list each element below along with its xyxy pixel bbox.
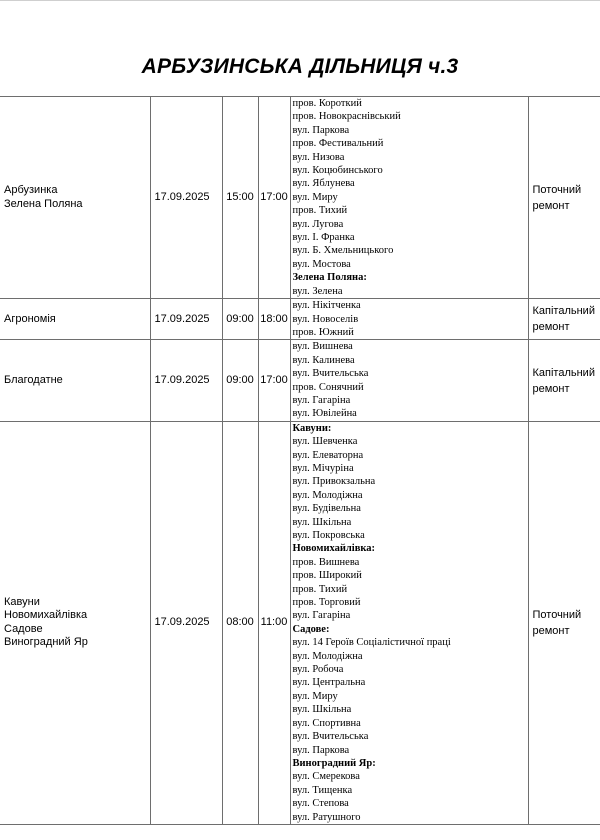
start-time-cell: 09:00 <box>222 340 258 421</box>
street-name: вул. Вчительська <box>292 731 369 743</box>
work-type-label: Поточний <box>532 183 582 196</box>
locality-name: Садове <box>4 622 43 635</box>
work-type-cell <box>528 299 600 340</box>
street-name: вул. Яблунева <box>292 178 355 190</box>
work-type-label: Капітальний <box>532 366 595 379</box>
street-name: вул. Нікітченка <box>292 300 361 312</box>
street-name: вул. Новоселів <box>292 313 359 325</box>
street-name: вул. Шкільна <box>292 704 352 716</box>
locality-name: Новомихайлівка <box>4 609 88 622</box>
street-name: вул. Робоча <box>292 664 344 676</box>
street-name: пров. Южний <box>292 326 354 338</box>
end-time-cell: 18:00 <box>258 299 290 340</box>
work-type-label: ремонт <box>532 624 570 637</box>
streets-cell <box>290 421 528 824</box>
street-name: вул. Молодіжна <box>292 489 363 501</box>
table-row <box>0 97 600 299</box>
street-name: вул. Паркова <box>292 124 350 136</box>
street-name: вул. Будівельна <box>292 503 361 515</box>
table-row <box>0 299 600 340</box>
work-type-label: Капітальний <box>532 305 595 318</box>
work-type-label: Поточний <box>532 608 582 621</box>
street-name: вул. Ювілейна <box>292 408 357 420</box>
street-name: вул. Молодіжна <box>292 650 363 662</box>
settlement-header: Кавуни: <box>292 422 332 434</box>
street-name: вул. Гагаріна <box>292 610 351 622</box>
street-name: вул. Б. Хмельницького <box>292 245 394 257</box>
street-name: вул. Мічуріна <box>292 462 354 474</box>
date-cell: 17.09.2025 <box>150 340 222 421</box>
street-name: вул. 14 Героїв Соціалістичної праці <box>292 637 451 649</box>
outage-schedule-table <box>0 96 600 825</box>
street-name: пров. Фестивальний <box>292 138 384 150</box>
street-name: вул. Шкільна <box>292 516 352 528</box>
street-name: пров. Торговий <box>292 597 361 609</box>
settlement-header: Новомихайлівка: <box>292 543 376 555</box>
work-type-label: ремонт <box>532 199 570 212</box>
work-type-label: ремонт <box>532 321 570 334</box>
street-name: пров. Широкий <box>292 570 362 582</box>
end-time-cell: 17:00 <box>258 97 290 299</box>
street-name: вул. Калинева <box>292 354 355 366</box>
work-type-cell <box>528 97 600 299</box>
locality-name: Зелена Поляна <box>4 197 83 210</box>
street-name: вул. Мостова <box>292 258 351 270</box>
street-name: вул. Миру <box>292 191 338 203</box>
street-name: вул. Смерекова <box>292 771 360 783</box>
street-name: вул. Ратушного <box>292 811 361 823</box>
document-title: АРБУЗИНСЬКА ДІЛЬНИЦЯ ч.3 <box>141 55 459 78</box>
street-name: вул. Миру <box>292 690 338 702</box>
work-type-label: ремонт <box>532 382 570 395</box>
work-type-cell <box>528 421 600 824</box>
end-time-cell: 17:00 <box>258 340 290 421</box>
street-name: вул. І. Франка <box>292 232 355 244</box>
settlement-header: Зелена Поляна: <box>292 272 367 284</box>
locality-cell <box>0 97 150 299</box>
street-name: пров. Короткий <box>292 98 362 109</box>
end-time-cell: 11:00 <box>258 421 290 824</box>
streets-cell <box>290 97 528 299</box>
settlement-header: Виноградний Яр: <box>292 757 376 769</box>
locality-cell <box>0 299 150 340</box>
street-name: пров. Новокраснівський <box>292 111 401 123</box>
locality-cell <box>0 421 150 824</box>
street-name: вул. Спортивна <box>292 717 361 729</box>
start-time-cell: 09:00 <box>222 299 258 340</box>
start-time-cell: 08:00 <box>222 421 258 824</box>
street-name: вул. Покровська <box>292 530 365 541</box>
street-name: вул. Зелена <box>292 285 343 297</box>
locality-cell <box>0 340 150 421</box>
locality-name: Виноградний Яр <box>4 636 88 649</box>
street-name: вул. Шевченка <box>292 436 358 448</box>
locality-name: Благодатне <box>4 373 63 386</box>
street-name: вул. Елеваторна <box>292 449 364 461</box>
street-name: вул. Тищенка <box>292 784 353 796</box>
streets-cell <box>290 340 528 421</box>
work-type-cell <box>528 340 600 421</box>
date-cell: 17.09.2025 <box>150 97 222 299</box>
street-name: вул. Лугова <box>292 218 344 230</box>
streets-cell <box>290 299 528 340</box>
locality-name: Агрономія <box>4 312 56 325</box>
locality-name: Кавуни <box>4 596 40 609</box>
locality-name: Арбузинка <box>4 184 58 197</box>
street-name: вул. Степова <box>292 798 349 810</box>
street-name: пров. Вишнева <box>292 556 360 568</box>
table-row <box>0 421 600 824</box>
street-name: вул. Привокзальна <box>292 476 376 488</box>
date-cell: 17.09.2025 <box>150 299 222 340</box>
street-name: вул. Паркова <box>292 744 350 756</box>
street-name: пров. Сонячний <box>292 381 364 393</box>
street-name: вул. Гагаріна <box>292 394 351 406</box>
street-name: пров. Тихий <box>292 583 348 595</box>
street-name: вул. Низова <box>292 151 345 163</box>
date-cell: 17.09.2025 <box>150 421 222 824</box>
street-name: пров. Тихий <box>292 205 348 217</box>
top-divider <box>0 0 600 1</box>
street-name: вул. Коцюбинського <box>292 165 383 177</box>
settlement-header: Садове: <box>292 623 330 635</box>
street-name: вул. Вчительська <box>292 368 369 380</box>
start-time-cell: 15:00 <box>222 97 258 299</box>
street-name: вул. Вишнева <box>292 341 353 353</box>
street-name: вул. Центральна <box>292 677 366 689</box>
table-row <box>0 340 600 421</box>
